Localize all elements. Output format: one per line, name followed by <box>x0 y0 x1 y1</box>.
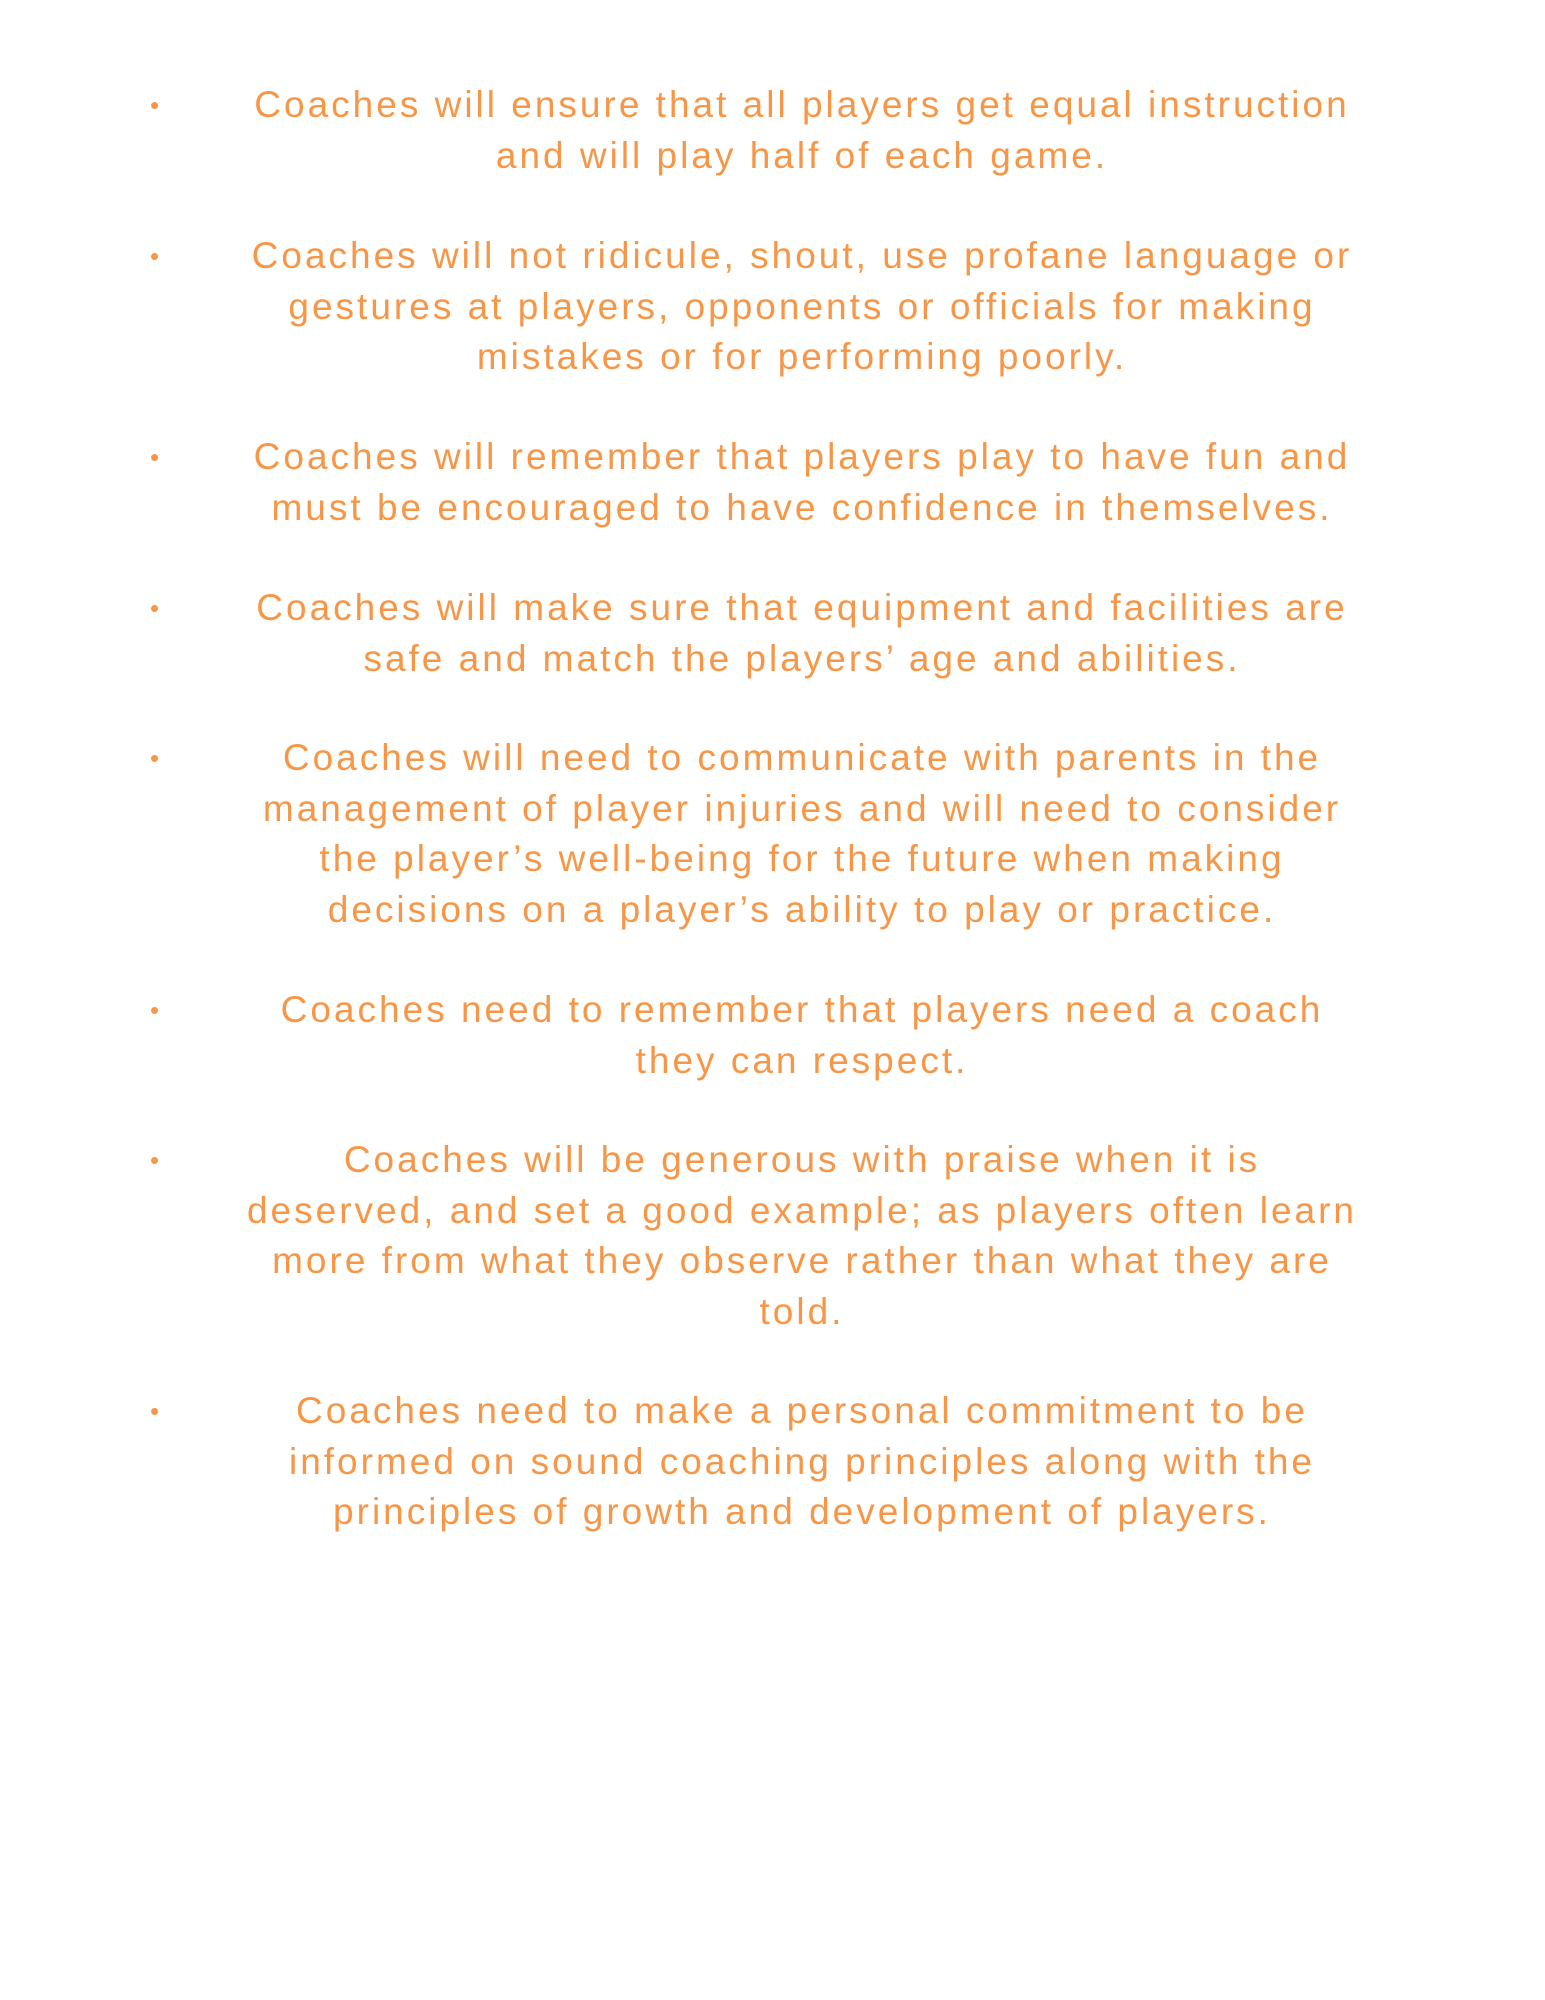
text-line: principles of growth and development of players. <box>333 1491 1271 1532</box>
bullet-icon: • <box>150 442 160 472</box>
bullet-icon: • <box>150 995 160 1025</box>
bullet-icon: • <box>150 593 160 623</box>
bullet-text <box>192 733 1412 935</box>
bullet-text <box>192 231 1412 383</box>
bullet-item-respect <box>150 985 1440 1086</box>
bullet-text <box>192 1135 1412 1337</box>
text-line: mistakes or for performing poorly. <box>476 336 1128 377</box>
bullet-text <box>192 985 1412 1086</box>
text-line: Coaches will not ridicule, shout, use profane language or <box>251 235 1353 276</box>
bullet-icon: • <box>150 241 160 271</box>
text-line: Coaches will make sure that equipment and facilities are <box>256 587 1348 628</box>
bullet-icon: • <box>150 743 160 773</box>
bullet-item-communicate-injuries <box>150 733 1440 935</box>
text-line: they can respect. <box>635 1039 969 1081</box>
text-line: told. <box>759 1290 845 1332</box>
bullet-text <box>192 432 1412 533</box>
text-line: the player’s well-being for the future when making <box>319 838 1285 879</box>
text-line: Coaches need to make a personal commitment to be <box>296 1390 1308 1431</box>
bullet-text <box>192 583 1412 684</box>
text-line: more from what they observe rather than what they are <box>272 1240 1332 1281</box>
bullet-item-equal-instruction <box>150 80 1440 181</box>
bullet-item-no-ridicule <box>150 231 1440 383</box>
bullet-item-personal-commitment <box>150 1386 1440 1538</box>
text-line: management of player injuries and will need to consider <box>262 787 1342 829</box>
bullet-icon: • <box>150 1396 160 1426</box>
text-line: and will play half of each game. <box>495 134 1109 176</box>
text-line: must be encouraged to have confidence in themselves. <box>271 486 1333 528</box>
text-line: Coaches will need to communicate with parents in the <box>282 737 1322 778</box>
text-line: Coaches will remember that players play to have fun and <box>253 436 1351 477</box>
bullet-item-safe-equipment <box>150 583 1440 684</box>
text-line: Coaches will be generous with praise when it is <box>343 1139 1261 1180</box>
text-line: safe and match the players’ age and abilities. <box>363 637 1241 679</box>
bullet-item-generous-praise <box>150 1135 1440 1337</box>
text-line: informed on sound coaching principles along with the <box>288 1440 1316 1482</box>
bullet-text <box>192 1386 1412 1538</box>
text-line: gestures at players, opponents or officials for making <box>288 285 1316 327</box>
text-line: deserved, and set a good example; as players often learn <box>246 1189 1358 1231</box>
bullet-icon: • <box>150 1145 160 1175</box>
bullet-text <box>192 80 1412 181</box>
bullet-item-have-fun <box>150 432 1440 533</box>
bullet-icon: • <box>150 90 160 120</box>
text-line: Coaches need to remember that players need a coach <box>280 989 1324 1030</box>
text-line: decisions on a player’s ability to play or practice. <box>327 888 1277 930</box>
text-line: Coaches will ensure that all players get equal instruction <box>254 84 1350 125</box>
